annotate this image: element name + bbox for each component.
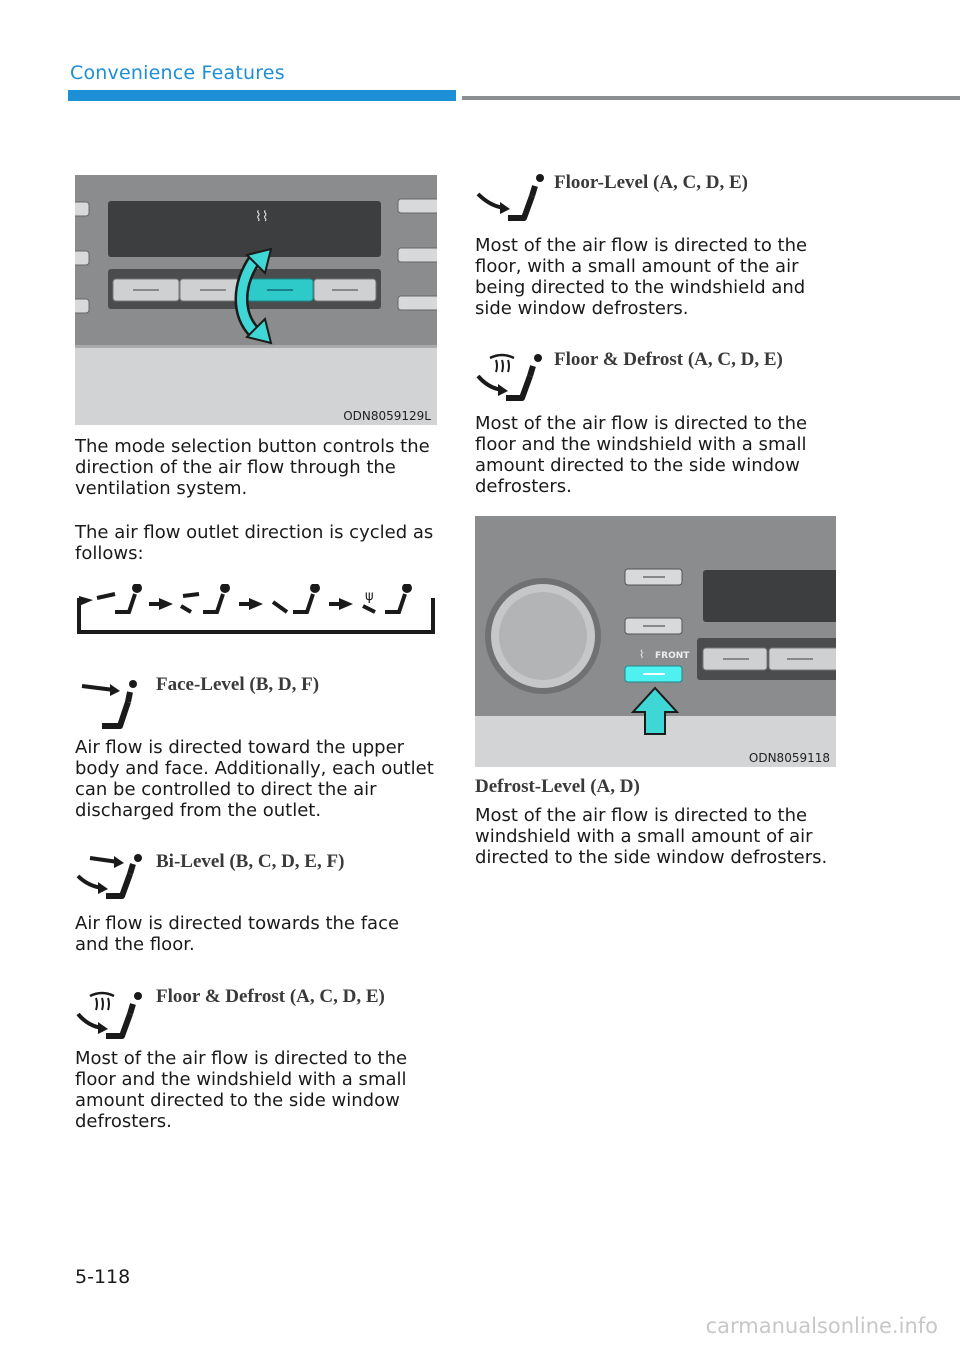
mode-title-floor-defrost-right: Floor & Defrost (A, C, D, E) (554, 349, 783, 370)
mode-title-floor: Floor-Level (A, C, D, E) (554, 172, 748, 193)
svg-text:FRONT: FRONT (655, 651, 690, 661)
face-level-icon (80, 672, 160, 732)
watermark: carmanualsonline.info (705, 1314, 938, 1338)
mode-body-floor-defrost-right: Most of the air flow is directed to the floor and the windshield with a small amount directed to the side window defrosters. (475, 413, 808, 497)
mode-title-bi: Bi-Level (B, C, D, E, F) (156, 851, 345, 872)
section-title: Convenience Features (70, 62, 285, 84)
mode-body-floor: Most of the air flow is directed to the floor, with a small amount of the air being directed to the windshield and side window defrosters. (475, 235, 808, 319)
intro-paragraph-1: The mode selection button controls the direction of the air flow through the ventilation system. (75, 436, 430, 499)
mode-body-bi: Air flow is directed towards the face and the floor. (75, 913, 400, 955)
figure-code: ODN8059129L (343, 409, 431, 423)
defrost-panel-illustration (475, 516, 836, 767)
svg-text:ψ: ψ (365, 589, 374, 604)
floor-defrost-icon (476, 346, 556, 402)
figure-code: ODN8059118 (748, 751, 830, 765)
page-number: 5-118 (75, 1266, 131, 1288)
header-accent-bar (68, 90, 456, 101)
intro-paragraph-2: The air flow outlet direction is cycled as follows: (75, 522, 434, 564)
climate-panel-illustration (75, 175, 437, 425)
header-divider (462, 96, 960, 100)
mode-body-face: Air flow is directed toward the upper body and face. Additionally, each outlet can be controlled to direct the air discharged from the outlet. (75, 737, 434, 821)
defrost-panel-figure (475, 516, 836, 767)
bi-level-icon (76, 846, 156, 900)
mode-body-floor-defrost: Most of the air flow is directed to the floor and the windshield with a small amount directed to the side window defrosters. (75, 1048, 408, 1132)
svg-text:⌇: ⌇ (639, 648, 645, 661)
mode-title-defrost: Defrost-Level (A, D) (475, 776, 640, 797)
mode-cycle-diagram (75, 584, 437, 638)
floor-level-icon (476, 168, 556, 224)
mode-panel-figure (75, 175, 437, 425)
mode-title-face: Face-Level (B, D, F) (156, 674, 320, 695)
svg-text:⌇⌇: ⌇⌇ (255, 209, 269, 225)
mode-body-defrost: Most of the air flow is directed to the windshield with a small amount of air directed to the side window defrosters. (475, 805, 828, 868)
floor-defrost-icon (76, 984, 156, 1040)
mode-title-floor-defrost: Floor & Defrost (A, C, D, E) (156, 986, 385, 1007)
